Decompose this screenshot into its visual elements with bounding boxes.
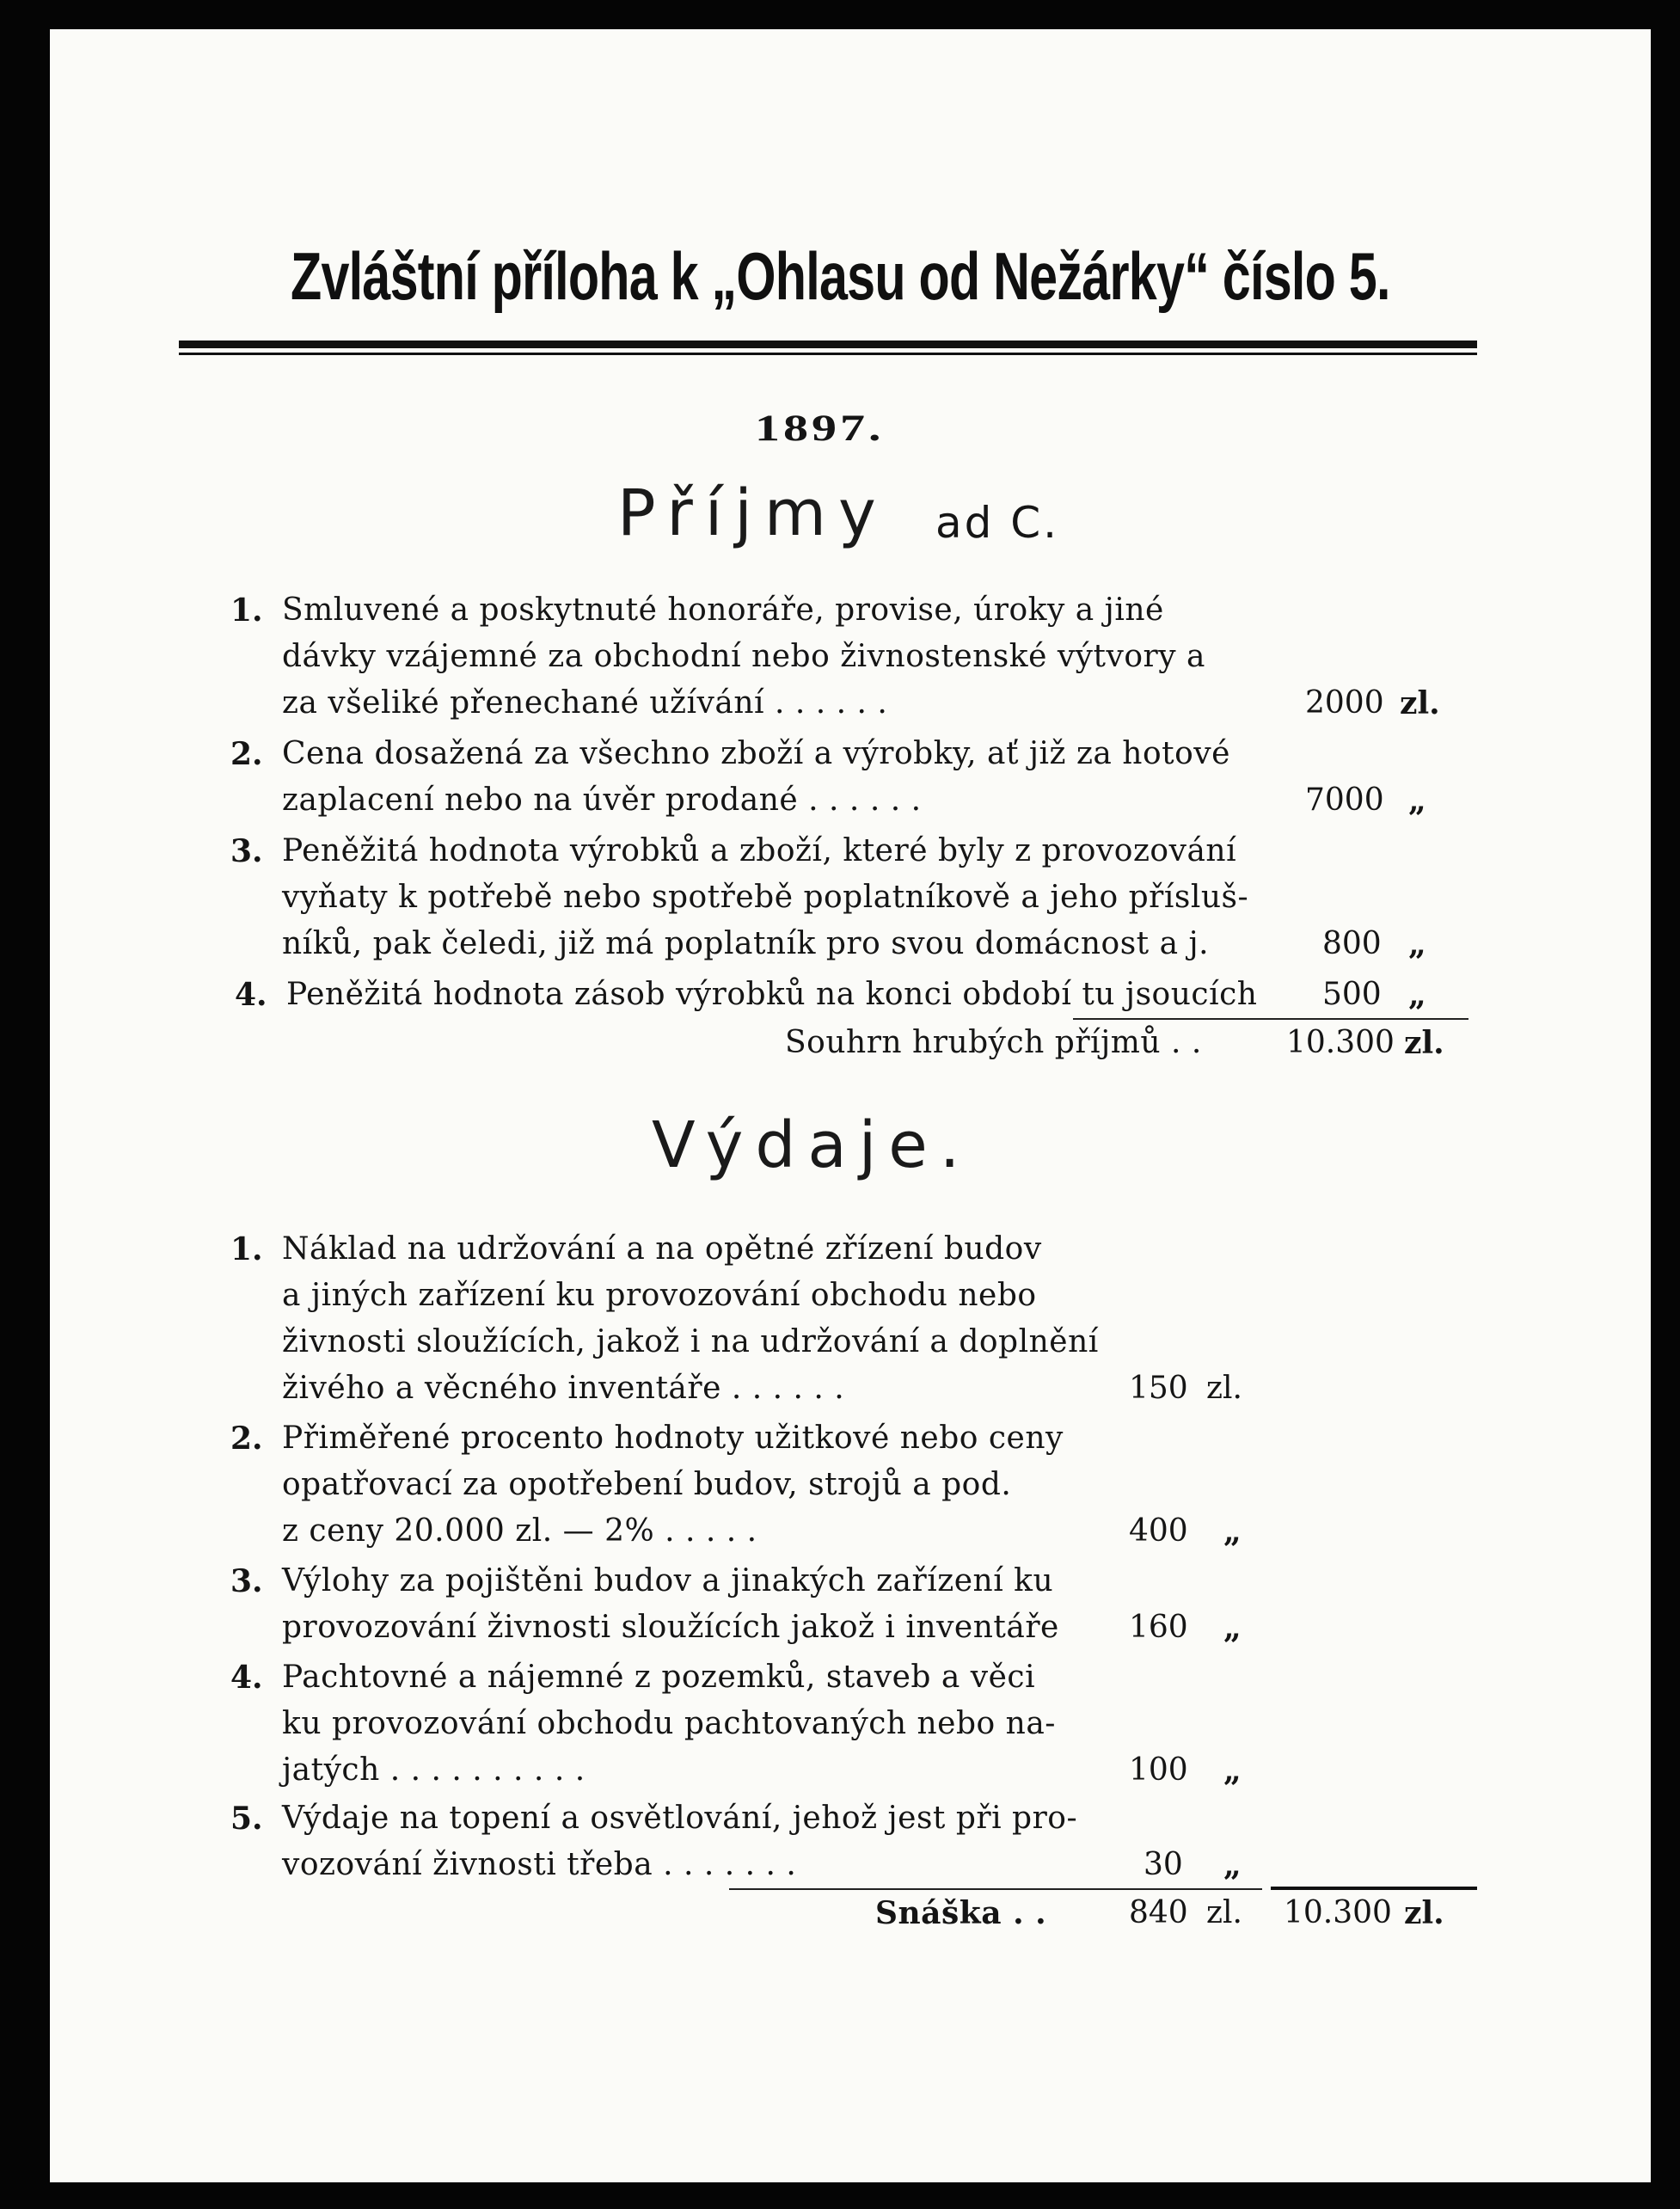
income-total-unit: zl. xyxy=(1404,1025,1444,1061)
expense-item-2-line-1: Přiměřené procento hodnoty užitkové nebo ceny xyxy=(282,1421,1064,1456)
expense-item-1-line-1: Náklad na udržování a na opětné zřízení budov xyxy=(282,1231,1042,1267)
expense-item-3-amount: 160 xyxy=(1129,1610,1188,1645)
expense-item-5-line-2: vozování živnosti třeba . . . . . . . xyxy=(282,1847,797,1882)
expense-item-3-line-1: Výlohy za pojištěni budov a jinakých zařízení ku xyxy=(282,1563,1054,1598)
income-total-label: Souhrn hrubých příjmů . . xyxy=(785,1025,1202,1060)
income-item-1-amount: 2000 xyxy=(1305,685,1384,721)
income-sum-rule xyxy=(1073,1018,1468,1020)
income-item-4-number: 4. xyxy=(235,977,267,1013)
income-item-1-unit: zl. xyxy=(1400,685,1440,721)
expense-item-4-unit: „ xyxy=(1223,1752,1242,1789)
expense-item-2-number: 2. xyxy=(230,1421,263,1457)
income-item-4-line-1: Peněžitá hodnota zásob výrobků na konci období tu jsoucích xyxy=(286,977,1258,1012)
document-title: Zvláštní příloha k „Ohlasu od Nežárky“ číslo 5. xyxy=(291,238,1390,314)
income-item-2-unit: „ xyxy=(1408,782,1426,819)
income-total-amount: 10.300 xyxy=(1286,1025,1395,1060)
expense-item-4-amount: 100 xyxy=(1129,1752,1188,1788)
expense-item-1-amount: 150 xyxy=(1129,1371,1188,1406)
income-item-4-amount: 500 xyxy=(1322,977,1382,1012)
title-rule-thin xyxy=(179,353,1477,355)
income-heading: Příjmy xyxy=(617,476,888,550)
income-item-4-unit: „ xyxy=(1408,977,1426,1013)
income-item-1-number: 1. xyxy=(230,592,263,629)
income-item-3-amount: 800 xyxy=(1322,926,1382,961)
expense-total-unit: zl. xyxy=(1206,1895,1242,1930)
income-item-3-line-2: vyňaty k potřebě nebo spotřebě poplatníkově a jeho přísluš- xyxy=(282,880,1249,915)
grand-total-amount: 10.300 xyxy=(1284,1895,1392,1930)
expense-item-4-line-2: ku provozování obchodu pachtovaných nebo na- xyxy=(282,1706,1056,1741)
expense-item-1-line-2: a jiných zařízení ku provozování obchodu nebo xyxy=(282,1278,1037,1313)
income-item-1-line-3: za všeliké přenechané užívání . . . . . . xyxy=(282,685,888,721)
income-item-1-line-2: dávky vzájemné za obchodní nebo živnostenské výtvory a xyxy=(282,639,1205,674)
expense-sum-rule xyxy=(729,1888,1262,1890)
expense-total-amount: 840 xyxy=(1129,1895,1188,1930)
expense-item-3-number: 3. xyxy=(230,1563,263,1599)
expense-item-2-amount: 400 xyxy=(1129,1513,1188,1549)
grand-total-rule xyxy=(1271,1887,1477,1890)
expense-total-label: Snáška . . xyxy=(875,1895,1047,1931)
expense-item-1-unit: zl. xyxy=(1206,1371,1242,1406)
income-item-2-line-2: zaplacení nebo na úvěr prodané . . . . . . xyxy=(282,782,922,818)
expense-item-1-number: 1. xyxy=(230,1231,263,1267)
title-rule-thick xyxy=(179,341,1477,348)
income-item-2-amount: 7000 xyxy=(1305,782,1384,818)
expense-item-5-unit: „ xyxy=(1223,1847,1242,1883)
income-item-3-line-1: Peněžitá hodnota výrobků a zboží, které byly z provozování xyxy=(282,833,1237,868)
income-item-1-line-1: Smluvené a poskytnuté honoráře, provise, úroky a jiné xyxy=(282,592,1164,628)
income-item-3-unit: „ xyxy=(1408,926,1426,962)
expense-item-3-unit: „ xyxy=(1223,1610,1242,1646)
year: 1897. xyxy=(755,406,885,449)
income-heading-suffix: ad C. xyxy=(935,498,1060,548)
expense-item-5-line-1: Výdaje na topení a osvětlování, jehož jest při pro- xyxy=(282,1801,1078,1836)
expense-item-5-amount: 30 xyxy=(1144,1847,1183,1882)
expense-item-3-line-2: provozování živnosti sloužících jakož i inventáře xyxy=(282,1610,1059,1645)
expense-item-2-unit: „ xyxy=(1223,1513,1242,1549)
expense-item-4-line-3: jatých . . . . . . . . . . xyxy=(282,1752,586,1788)
expense-item-4-number: 4. xyxy=(230,1660,263,1696)
expense-item-2-line-3: z ceny 20.000 zl. — 2% . . . . . xyxy=(282,1513,757,1549)
grand-total-unit: zl. xyxy=(1404,1895,1444,1931)
expense-item-1-line-4: živého a věcného inventáře . . . . . . xyxy=(282,1371,845,1406)
income-item-2-number: 2. xyxy=(230,736,263,772)
income-item-3-number: 3. xyxy=(230,833,263,869)
document-page xyxy=(50,29,1651,2182)
expense-item-5-number: 5. xyxy=(230,1801,263,1837)
income-item-3-line-3: níků, pak čeledi, již má poplatník pro svou domácnost a j. xyxy=(282,926,1210,961)
expenses-heading: Výdaje. xyxy=(652,1108,972,1182)
expense-item-1-line-3: živnosti sloužících, jakož i na udržování a doplnění xyxy=(282,1324,1099,1359)
expense-item-4-line-1: Pachtovné a nájemné z pozemků, staveb a věci xyxy=(282,1660,1036,1695)
expense-item-2-line-2: opatřovací za opotřebení budov, strojů a pod. xyxy=(282,1467,1012,1502)
income-item-2-line-1: Cena dosažená za všechno zboží a výrobky, ať již za hotové xyxy=(282,736,1230,771)
